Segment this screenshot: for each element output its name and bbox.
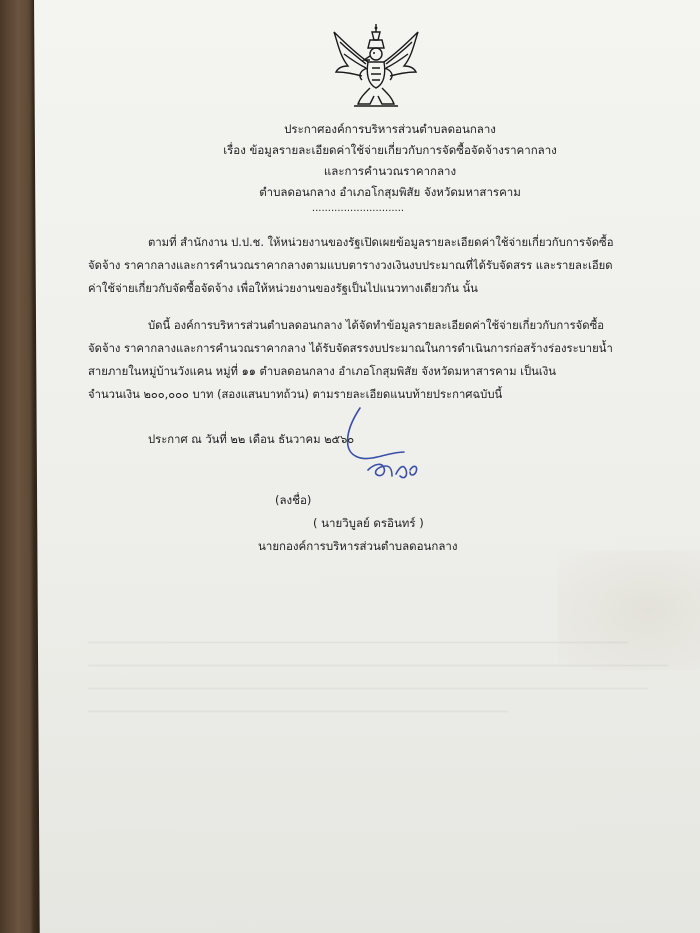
subject-line-2: และการคำนวณราคากลาง [323,164,457,178]
subject-line: เรื่อง ข้อมูลรายละเอียดค่าใช้จ่ายเกี่ยวกับการจัดซื้อจัดจ้างราคากลาง [223,143,557,157]
paragraph-2-line-2: จัดจ้าง ราคากลางและการคำนวณราคากลาง ได้รับจัดสรรงบประมาณในการดำเนินการก่อสร้างร่องระบายน้ำ [88,342,613,355]
garuda-emblem-icon [330,22,422,108]
signatory-name: ( นายวิบูลย์ ดรอินทร์ ) [313,516,424,530]
location-line: ตำบลดอนกลาง อำเภอโกสุมพิสัย จังหวัดมหาสารคาม [259,185,521,199]
paragraph-2-line-1: บัดนี้ องค์การบริหารส่วนตำบลดอนกลาง ได้จัดทำข้อมูลรายละเอียดค่าใช้จ่ายเกี่ยวกับการจัดซื้อ [148,319,605,332]
bleed-through-text [88,620,688,740]
separator-dots: ............................. [311,203,405,214]
announcement-date: ประกาศ ณ วันที่ ๒๒ เดือน ธันวาคม ๒๕๖๐ [148,433,355,446]
paragraph-2-line-4: จำนวนเงิน ๒๐๐,๐๐๐ บาท (สองแสนบาทถ้วน) ตามรายละเอียดแนบท้ายประกาศฉบับนี้ [88,388,503,401]
paragraph-1-line-3: ค่าใช้จ่ายเกี่ยวกับจัดซื้อจัดจ้าง เพื่อให้หน่วยงานของรัฐเป็นไปแนวทางเดียวกัน นั้น [88,282,478,295]
paragraph-1-line-1: ตามที่ สำนักงาน ป.ป.ช. ให้หน่วยงานของรัฐเปิดเผยข้อมูลรายละเอียดค่าใช้จ่ายเกี่ยวกับการจัดซื้อ [148,236,614,249]
signatory-position: นายกองค์การบริหารส่วนตำบลดอนกลาง [258,539,458,553]
announcement-title: ประกาศองค์การบริหารส่วนตำบลดอนกลาง [284,122,496,136]
paragraph-1-line-2: จัดจ้าง ราคากลางและการคำนวณราคากลางตามแบบตารางวงเงินงบประมาณที่ได้รับจัดสรร และรายละเอียด [88,259,613,272]
paragraph-2-line-3: สายภายในหมู่บ้านวังแคน หมู่ที่ ๑๑ ตำบลดอนกลาง อำเภอโกสุมพิสัย จังหวัดมหาสารคาม เป็นเงิน [88,365,556,378]
signed-label: (ลงชื่อ) [275,493,312,507]
handwritten-signature [338,400,458,490]
